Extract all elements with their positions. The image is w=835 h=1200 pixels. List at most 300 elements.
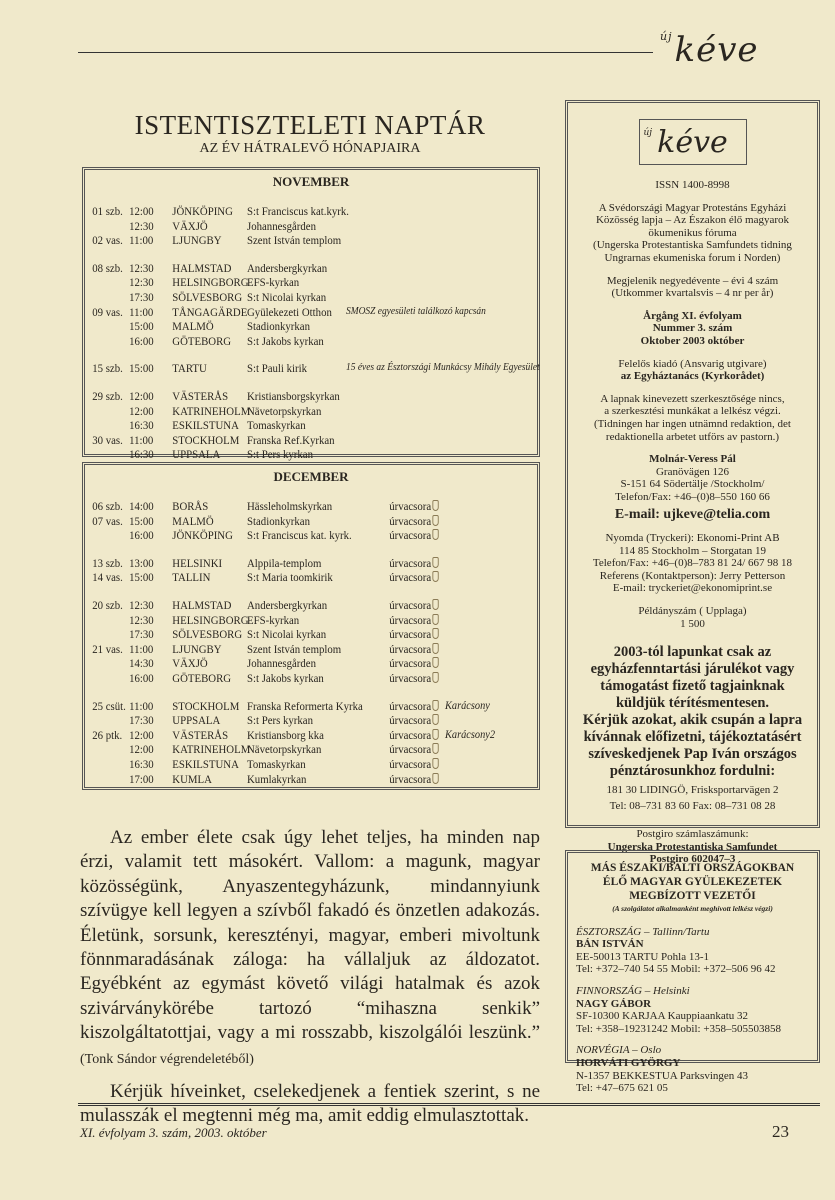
- church-text: Franska Reformerta Kyrka: [247, 698, 363, 713]
- treasurer-address: [574, 782, 811, 814]
- page-number: 23: [772, 1122, 789, 1141]
- text-line: ökumenikus fóruma: [648, 226, 737, 239]
- day: [92, 514, 103, 529]
- church: [247, 757, 306, 772]
- service-row: [85, 418, 492, 433]
- chalice-icon: [432, 515, 438, 526]
- weekday-text: szb.: [105, 555, 123, 570]
- weekday-text: vas.: [105, 570, 123, 585]
- city: [172, 627, 242, 642]
- church: [247, 528, 352, 543]
- note-text: Karácsony2: [445, 728, 496, 741]
- time: [129, 418, 154, 433]
- communion: [389, 528, 438, 543]
- church: [247, 742, 321, 757]
- church-text: Andersbergkyrkan: [247, 260, 328, 275]
- church-text: EFS-kyrkan: [247, 275, 300, 290]
- issue-details: [574, 310, 811, 348]
- weekday-text: szb.: [105, 597, 123, 612]
- page-subtitle: AZ ÉV HÁTRALEVŐ HÓNAPJAIRA: [199, 141, 421, 156]
- city: [172, 261, 231, 276]
- day: [92, 233, 103, 248]
- church: [247, 642, 341, 657]
- postgiro-label: Postgiro számlaszámunk:: [636, 828, 749, 841]
- calendar-november: [82, 167, 540, 462]
- text-line: Granövägen 126: [655, 465, 729, 478]
- time-text: 12:30: [129, 218, 154, 233]
- day: [92, 699, 103, 714]
- service-row: [85, 233, 492, 248]
- quote-source: (Tonk Sándor végrendeletéből): [80, 1051, 254, 1067]
- time-text: 12:00: [129, 403, 154, 418]
- communion: [389, 570, 438, 585]
- note: [445, 699, 490, 714]
- copies-value: 1 500: [680, 617, 705, 630]
- publisher-label: Felelős kiadó (Ansvarig utgivare): [618, 357, 767, 370]
- city: [172, 772, 212, 787]
- church-text: Szent István templom: [247, 641, 342, 656]
- church: [247, 290, 326, 305]
- footer-rule: [78, 1103, 820, 1108]
- header-rule: [78, 52, 653, 53]
- chalice-icon: [432, 500, 438, 511]
- church-text: Nävetorpskyrkan: [247, 403, 322, 418]
- service-row: [85, 204, 492, 219]
- time-text: 17:00: [129, 771, 154, 786]
- leaders-note: (A szolgálatot alkalmanként meghívott lelkész végzi): [612, 904, 773, 913]
- day-text: 15: [92, 361, 103, 376]
- copies: [574, 605, 811, 630]
- time-text: 12:00: [129, 388, 154, 403]
- leader-name: NAGY GÁBOR: [576, 997, 652, 1010]
- time-text: 11:00: [129, 304, 154, 319]
- text-line: Telefon/Fax: +46–(0)8–550 160 66: [615, 490, 770, 503]
- chalice-icon: [432, 743, 438, 754]
- city-text: KATRINEHOLM: [172, 742, 251, 757]
- church-text: S:t Nicolai kyrkan: [247, 627, 327, 642]
- church-text: Kristiansborgskyrkan: [247, 388, 340, 403]
- time: [129, 433, 153, 448]
- communion: [389, 598, 438, 613]
- service-row: [85, 261, 492, 276]
- time-text: 12:00: [129, 727, 154, 742]
- day: [92, 204, 103, 219]
- city-text: ESKILSTUNA: [172, 756, 239, 771]
- church-text: S:t Maria toomkirik: [247, 570, 333, 585]
- city-text: TARTU: [172, 361, 207, 376]
- chalice-icon: [432, 614, 438, 625]
- day: [92, 261, 103, 276]
- church: [247, 713, 313, 728]
- city-text: SÖLVESBORG: [172, 627, 243, 642]
- day: [92, 305, 103, 320]
- day-text: 13: [92, 555, 103, 570]
- text-line: ÉLŐ MAGYAR GYÜLEKEZETEK: [602, 876, 783, 888]
- time: [129, 261, 154, 276]
- leader-entry: [576, 1044, 809, 1094]
- text-line: (Utkommer kvartalsvis – 4 nr per år): [611, 287, 774, 300]
- article-body: [80, 826, 540, 1129]
- editorial-note: [574, 393, 811, 443]
- city-text: BORÅS: [172, 499, 209, 513]
- time: [129, 389, 154, 404]
- text-line: A lapnak kinevezett szerkesztősége nincs,: [600, 392, 785, 405]
- day-text: 07: [92, 513, 103, 528]
- note: [346, 361, 540, 376]
- chalice-icon: [432, 643, 438, 654]
- time-text: 16:00: [129, 333, 154, 348]
- time: [129, 361, 154, 376]
- time: [129, 514, 154, 529]
- time: [129, 404, 154, 419]
- communion-text: úrvacsora: [389, 698, 432, 713]
- weekday: [106, 570, 123, 585]
- service-group: [85, 389, 537, 462]
- chalice-icon: [432, 557, 438, 568]
- time-text: 14:00: [129, 499, 154, 513]
- church-text: S:t Pers kyrkan: [247, 713, 314, 728]
- weekday: [106, 305, 123, 320]
- day: [92, 433, 103, 448]
- text-line: Oktober 2003 október: [640, 334, 745, 347]
- day-text: 08: [92, 260, 103, 275]
- imprint-box: [565, 100, 820, 866]
- weekday-text: ptk.: [105, 727, 123, 742]
- weekday-text: szb.: [105, 388, 123, 403]
- day-text: 25: [92, 698, 103, 713]
- church-text: Hässleholmskyrkan: [247, 499, 333, 513]
- service-row: [85, 528, 492, 543]
- church-text: S:t Jakobs kyrkan: [247, 670, 324, 685]
- weekday: [106, 261, 123, 276]
- time-text: 16:30: [129, 756, 154, 771]
- time-text: 11:00: [129, 641, 154, 656]
- city-text: TÅNGAGÄRDE: [172, 304, 248, 319]
- text-line: Nummer 3. szám: [652, 322, 733, 335]
- leader-country: NORVÉGIA – Oslo: [576, 1044, 662, 1057]
- day: [92, 598, 103, 613]
- city: [172, 613, 248, 628]
- time-text: 16:00: [129, 528, 154, 543]
- text-line: Kérjük azokat, akik csupán a lapra: [582, 712, 803, 729]
- communion: [389, 742, 438, 757]
- service-row: [85, 389, 492, 404]
- service-row: [85, 556, 492, 571]
- church: [247, 334, 324, 349]
- city: [172, 290, 242, 305]
- service-row: [85, 570, 492, 585]
- note: [346, 305, 486, 320]
- church-text: Kristiansborg kka: [247, 727, 324, 742]
- time-text: 12:00: [129, 204, 154, 218]
- church: [247, 319, 310, 334]
- time: [129, 447, 154, 462]
- chalice-icon: [432, 529, 438, 540]
- time: [129, 233, 153, 248]
- imprint-logo: [639, 119, 747, 165]
- communion: [389, 757, 438, 772]
- church: [247, 699, 363, 714]
- weekday-text: vas.: [105, 513, 123, 528]
- communion: [389, 556, 438, 571]
- weekday-text: szb.: [105, 361, 123, 376]
- church: [247, 499, 332, 514]
- weekday: [106, 433, 123, 448]
- email-link[interactable]: E-mail: ujkeve@telia.com: [614, 507, 771, 523]
- text-line: 181 30 LIDINGÖ, Frisksportarvägen 2: [606, 784, 779, 797]
- month-heading: NOVEMBER: [272, 174, 350, 189]
- city: [172, 433, 239, 448]
- day-text: 09: [92, 304, 103, 319]
- church-text: Johannesgården: [247, 656, 316, 671]
- weekday-text: vas.: [105, 233, 123, 248]
- city: [172, 447, 220, 462]
- calendar-december: [82, 462, 540, 790]
- time-text: 11:00: [129, 432, 154, 447]
- time: [129, 290, 154, 305]
- church: [247, 219, 316, 234]
- day: [92, 570, 103, 585]
- weekday-text: vas.: [105, 641, 123, 656]
- text-line: 2003-tól lapunkat csak az: [613, 644, 772, 661]
- service-row: [85, 305, 492, 320]
- city-text: STOCKHOLM: [172, 698, 240, 713]
- text-line: küldjük térítésmentesen.: [615, 695, 770, 712]
- service-row: [85, 275, 492, 290]
- day-text: 20: [92, 597, 103, 612]
- chalice-icon: [432, 672, 438, 683]
- time-text: 11:00: [129, 233, 154, 248]
- service-row: [85, 772, 492, 787]
- service-row: [85, 613, 492, 628]
- day-text: 06: [92, 499, 103, 513]
- service-row: [85, 404, 492, 419]
- church-text: S:t Nicolai kyrkan: [247, 289, 327, 304]
- city: [172, 204, 233, 219]
- about-text: [574, 202, 811, 265]
- text-line: Ungerska Protestantiska Samfundet: [607, 840, 778, 853]
- city-text: STOCKHOLM: [172, 432, 240, 447]
- church: [247, 514, 310, 529]
- weekday: [106, 699, 126, 714]
- church-text: S:t Franciscus kat.kyrk.: [247, 204, 349, 218]
- weekday-text: vas.: [105, 432, 123, 447]
- communion-text: úrvacsora: [389, 670, 432, 685]
- communion: [389, 699, 438, 714]
- chalice-icon: [432, 773, 438, 784]
- time: [129, 713, 154, 728]
- frequency: [574, 275, 811, 300]
- church: [247, 261, 327, 276]
- city: [172, 671, 231, 686]
- text-line: Megjelenik negyedévente – évi 4 szám: [606, 274, 779, 287]
- paragraph-text: Az ember élete csak úgy lehet teljes, ha minden nap érzi, valamit tett másokért. Vallom: a magunk, magyar közösségünk, Anyaszentegyházunk, mindannyiunk szívügye kell legyen a szívből fakadó és önzetlen adakozás. Életünk, sorsunk, keresztényi, magyar, emberi mivoltunk fönnmaradásának záloga: ha vállaljuk az áldozatot. Egyébként az egymást követő világi hatalmak és azok szivárványkörébe tartozó “mihaszna senkik” kiszolgáltatottjai, vagy a mi rosszabb, kiszolgálói leszünk.”: [80, 827, 540, 1044]
- service-row: [85, 499, 492, 514]
- communion-text: úrvacsora: [389, 656, 432, 671]
- church: [247, 598, 327, 613]
- communion: [389, 613, 438, 628]
- church: [247, 447, 313, 462]
- church: [247, 570, 333, 585]
- service-row: [85, 219, 492, 234]
- time: [129, 757, 154, 772]
- leader-phone: Tel: +372–740 54 55 Mobil: +372–506 96 42: [576, 963, 776, 976]
- printer-info: [574, 532, 811, 595]
- communion-text: úrvacsora: [389, 597, 432, 612]
- time: [129, 728, 154, 743]
- service-row: [85, 742, 492, 757]
- city-text: UPPSALA: [172, 713, 221, 728]
- copies-label: Példányszám ( Upplaga): [638, 605, 747, 618]
- time-text: 15:00: [129, 319, 154, 334]
- time-text: 17:30: [129, 713, 154, 728]
- leaders-box: [565, 850, 820, 1095]
- weekday: [106, 233, 123, 248]
- time: [129, 671, 154, 686]
- day: [92, 361, 103, 376]
- weekday-text: szb.: [105, 499, 123, 513]
- text-line: redaktionella arbetet utförs av pastorn.): [605, 430, 780, 443]
- day-text: 02: [92, 233, 103, 248]
- contact-address: [615, 466, 770, 503]
- weekday: [106, 728, 123, 743]
- text-line: A Svédországi Magyar Protestáns Egyházi: [598, 201, 787, 214]
- time: [129, 699, 153, 714]
- communion-text: úrvacsora: [389, 713, 432, 728]
- day-text: 30: [92, 432, 103, 447]
- leaders-heading: [576, 861, 809, 903]
- church-text: EFS-kyrkan: [247, 612, 300, 627]
- city: [172, 742, 250, 757]
- day-text: 26: [92, 727, 103, 742]
- church-text: Tomaskyrkan: [247, 418, 306, 433]
- logo-small: új: [660, 30, 673, 43]
- issn: ISSN 1400-8998: [655, 179, 730, 191]
- leader-phone: Tel: +358–19231242 Mobil: +358–505503858: [576, 1022, 782, 1035]
- weekday: [106, 556, 123, 571]
- city-text: JÖNKÖPING: [172, 204, 233, 218]
- time-text: 12:30: [129, 612, 154, 627]
- communion-text: úrvacsora: [389, 627, 432, 642]
- time-text: 16:00: [129, 670, 154, 685]
- church-text: S:t Pauli kirik: [247, 361, 308, 376]
- city-text: JÖNKÖPING: [172, 528, 233, 543]
- church: [247, 233, 341, 248]
- church-text: Alppila-templom: [247, 555, 322, 570]
- service-group: [85, 699, 537, 787]
- time: [129, 528, 154, 543]
- service-group: [85, 499, 537, 543]
- time: [129, 556, 154, 571]
- text-line: MÁS ÉSZAKI/BALTI ORSZÁGOKBAN: [590, 862, 795, 874]
- city-text: VÄSTERÅS: [172, 727, 229, 742]
- text-line: 114 85 Stockholm – Storgatan 19: [619, 544, 766, 557]
- church: [247, 404, 321, 419]
- service-row: [85, 290, 492, 305]
- church: [247, 627, 326, 642]
- weekday-text: szb.: [105, 204, 123, 218]
- communion: [389, 514, 438, 529]
- service-row: [85, 713, 492, 728]
- city-text: KATRINEHOLM: [172, 403, 251, 418]
- city: [172, 528, 233, 543]
- communion-text: úrvacsora: [389, 771, 432, 786]
- church-text: Franska Ref.Kyrkan: [247, 432, 335, 447]
- church-text: Gyülekezeti Otthon: [247, 304, 332, 319]
- text-line: MEGBÍZOTT VEZETŐI: [629, 890, 756, 902]
- time: [129, 305, 153, 320]
- service-group: [85, 261, 537, 349]
- city-text: MALMÖ: [172, 513, 214, 528]
- city-text: SÖLVESBORG: [172, 289, 243, 304]
- city-text: VÄXJÖ: [172, 656, 208, 671]
- city-text: GÖTEBORG: [172, 333, 232, 348]
- day: [92, 499, 103, 514]
- logo-text: kéve: [657, 125, 728, 160]
- communion-text: úrvacsora: [389, 727, 432, 742]
- church-text: Kumlakyrkan: [247, 771, 307, 786]
- service-group: [85, 556, 537, 585]
- note-text: 15 éves az Észtországi Munkácsy Mihály Egyesület: [346, 362, 540, 374]
- time-text: 15:00: [129, 361, 154, 376]
- time: [129, 642, 153, 657]
- city: [172, 570, 210, 585]
- day: [92, 728, 103, 743]
- note-text: Karácsony: [445, 699, 490, 712]
- contact-name: Molnár-Veress Pál: [649, 453, 736, 466]
- service-row: [85, 433, 492, 448]
- text-line: E-mail: tryckeriet@ekonomiprint.se: [612, 582, 773, 595]
- day-text: 29: [92, 388, 103, 403]
- communion-text: úrvacsora: [389, 612, 432, 627]
- city: [172, 656, 207, 671]
- chalice-icon: [432, 628, 438, 639]
- city-text: HELSINKI: [172, 555, 223, 570]
- communion-text: úrvacsora: [389, 499, 432, 513]
- city: [172, 334, 231, 349]
- service-row: [85, 361, 540, 376]
- service-row: [85, 627, 492, 642]
- city-text: MALMÖ: [172, 319, 214, 334]
- service-group: [85, 361, 540, 376]
- communion-text: úrvacsora: [389, 742, 432, 757]
- time-text: 13:00: [129, 555, 154, 570]
- day-text: 21: [92, 641, 103, 656]
- day: [92, 556, 103, 571]
- text-line: támogatást fizető tagjainknak: [600, 678, 785, 695]
- city: [172, 598, 231, 613]
- service-row: [85, 447, 492, 462]
- time: [129, 613, 154, 628]
- text-line: (Tidningen har ingen utnämnd redaktion, det: [594, 417, 791, 430]
- contact: [574, 453, 811, 503]
- city: [172, 275, 248, 290]
- city-text: VÄSTERÅS: [172, 388, 229, 403]
- city: [172, 233, 221, 248]
- city-text: ESKILSTUNA: [172, 418, 239, 433]
- chalice-icon: [432, 599, 438, 610]
- service-row: [85, 671, 492, 686]
- time: [129, 219, 154, 234]
- communion: [389, 656, 438, 671]
- publisher: [574, 358, 811, 383]
- time-text: 11:00: [129, 698, 154, 713]
- city: [172, 418, 239, 433]
- time: [129, 627, 154, 642]
- church-text: Szent István templom: [247, 233, 342, 248]
- time: [129, 772, 154, 787]
- publisher-name: az Egyháztanács (Kyrkorådet): [620, 370, 765, 383]
